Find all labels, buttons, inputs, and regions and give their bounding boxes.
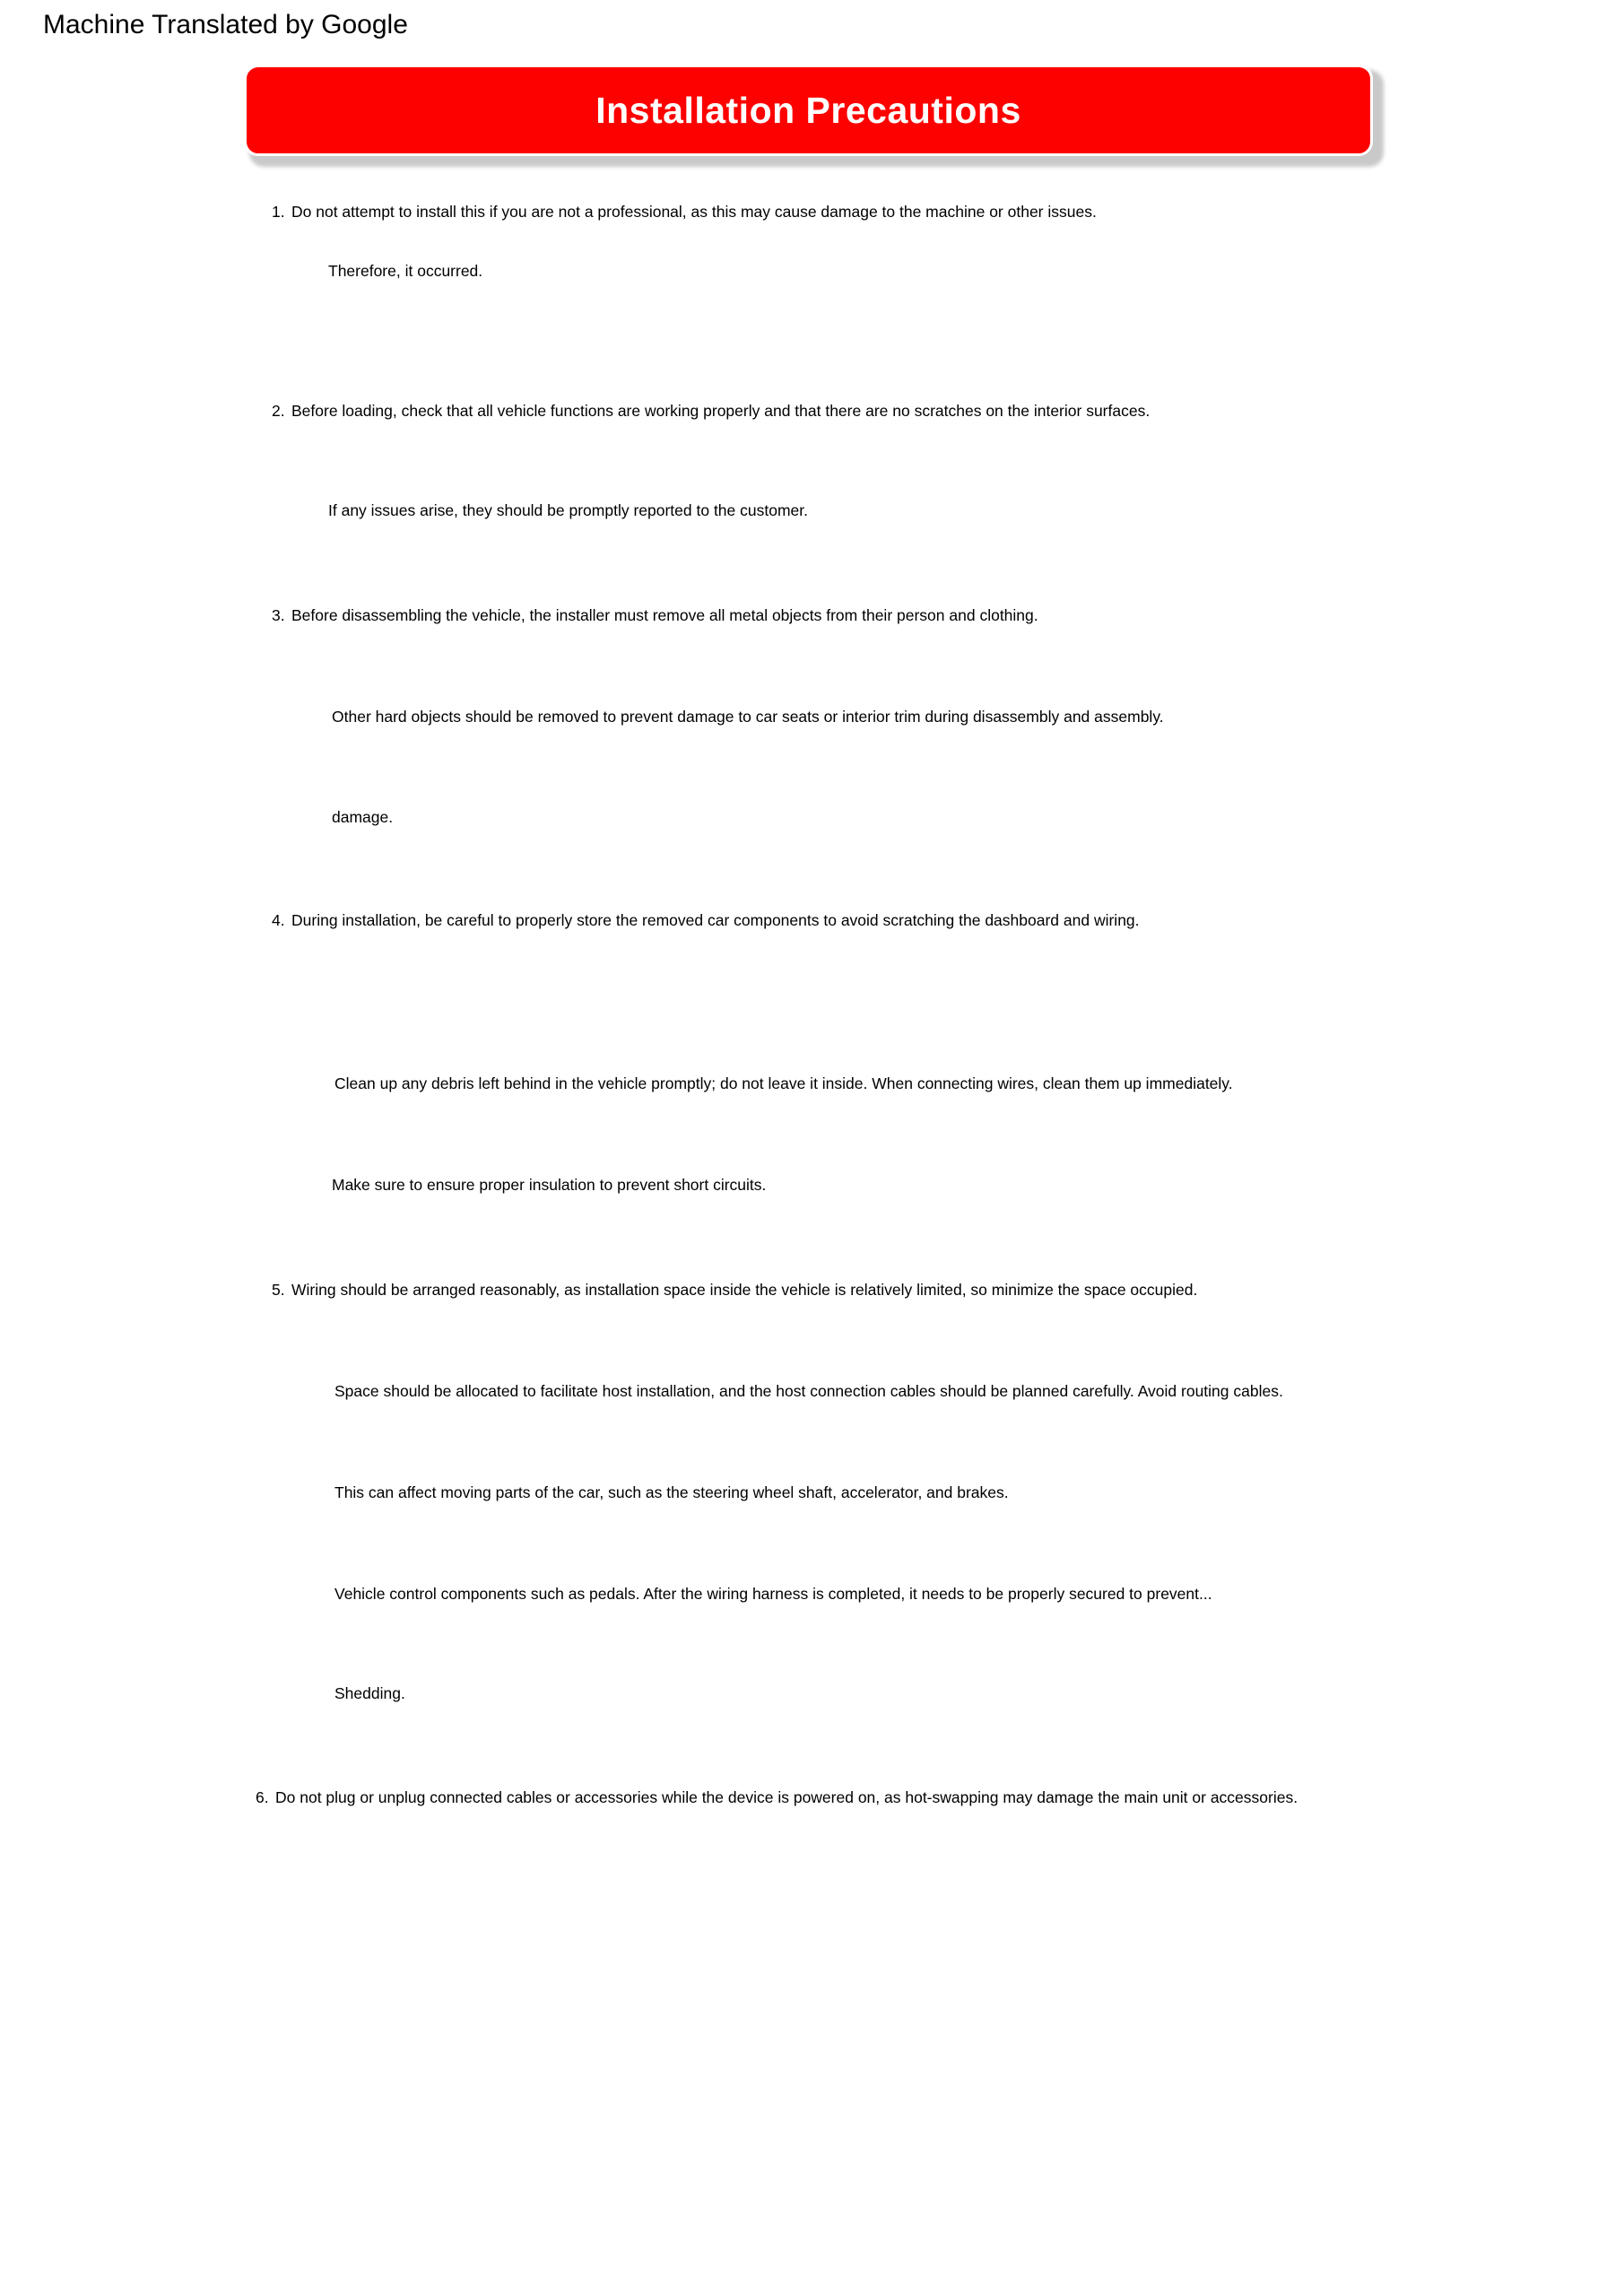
- list-item-2-line-1: If any issues arise, they should be promptly reported to the customer.: [328, 501, 808, 519]
- page-title: Installation Precautions: [595, 89, 1021, 131]
- list-item-2-number: 2.: [272, 402, 285, 420]
- list-item-5-number: 5.: [272, 1281, 285, 1299]
- list-item-4-line-2: Make sure to ensure proper insulation to prevent short circuits.: [332, 1176, 767, 1194]
- list-item-5-line-4: Shedding.: [334, 1684, 405, 1702]
- banner-body: [244, 65, 1373, 156]
- list-item-2-head: Before loading, check that all vehicle functions are working properly and that there are no scratches on the interior surfaces.: [291, 402, 1151, 420]
- list-item-3-line-2: damage.: [332, 808, 394, 826]
- list-item-6-number: 6.: [256, 1788, 269, 1806]
- list-item-3-head: Before disassembling the vehicle, the installer must remove all metal objects from their person and clothing.: [291, 606, 1038, 624]
- list-item-4-number: 4.: [272, 911, 285, 929]
- list-item-5-line-2: This can affect moving parts of the car, such as the steering wheel shaft, accelerator, and brakes.: [334, 1483, 1009, 1501]
- list-item-5-line-1: Space should be allocated to facilitate host installation, and the host connection cables should be planned carefully. Avoid routing cables.: [334, 1382, 1283, 1400]
- list-item-4-head: During installation, be careful to properly store the removed car components to avoid scratching the dashboard and wiring.: [291, 911, 1140, 929]
- list-item-5-line-3: Vehicle control components such as pedals. After the wiring harness is completed, it needs to be properly secured to prevent...: [334, 1585, 1212, 1603]
- list-item-1-head: Do not attempt to install this if you are not a professional, as this may cause damage to the machine or other issues.: [291, 203, 1097, 221]
- list-item-3-number: 3.: [272, 606, 285, 624]
- list-item-3-line-1: Other hard objects should be removed to prevent damage to car seats or interior trim during disassembly and assembly.: [332, 708, 1164, 726]
- list-item-4-line-1: Clean up any debris left behind in the vehicle promptly; do not leave it inside. When connecting wires, clean them up immediately.: [334, 1074, 1233, 1092]
- installation-precautions-banner: [244, 65, 1378, 161]
- list-item-1-line-1: Therefore, it occurred.: [328, 262, 483, 280]
- list-item-5-head: Wiring should be arranged reasonably, as installation space inside the vehicle is relatively limited, so minimize the space occupied.: [291, 1281, 1198, 1299]
- list-item-1-number: 1.: [272, 203, 285, 221]
- list-item-6-head: Do not plug or unplug connected cables or accessories while the device is powered on, as hot-swapping may damage the main unit or accessories.: [275, 1788, 1298, 1806]
- machine-translation-notice: Machine Translated by Google: [43, 10, 408, 39]
